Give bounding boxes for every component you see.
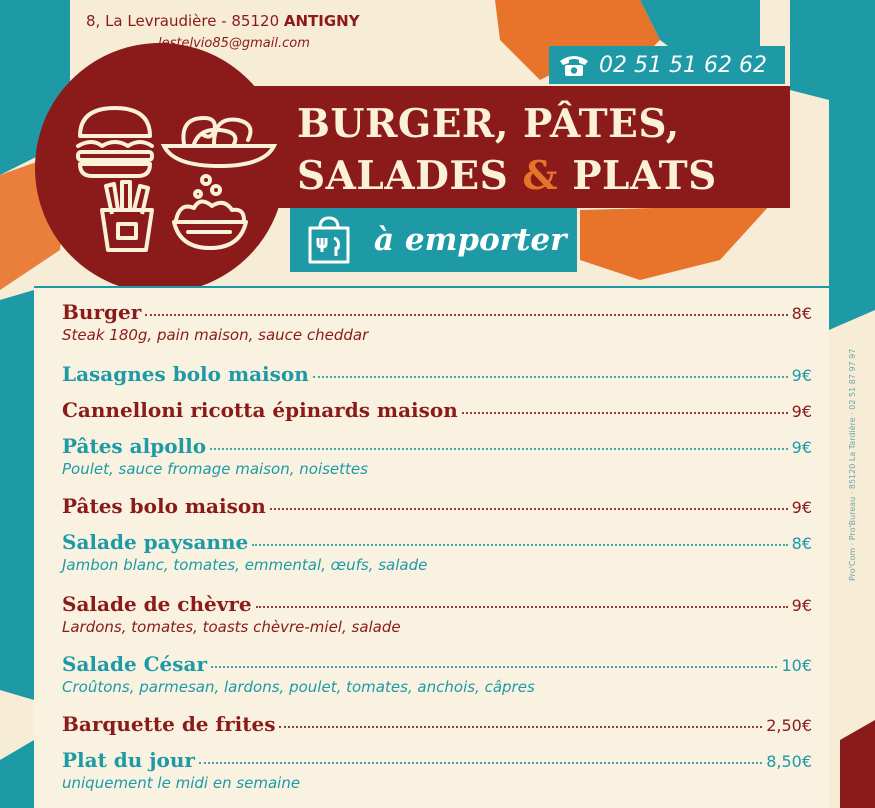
menu-item-price: 8€ (791, 534, 812, 553)
menu-item (62, 398, 812, 422)
menu-item (62, 712, 812, 736)
menu-item (62, 530, 812, 574)
title-salades: SALADES (297, 153, 523, 199)
menu-item-row (62, 362, 812, 386)
menu-item-description: Steak 180g, pain maison, sauce cheddar (62, 326, 369, 344)
menu-item (62, 652, 812, 696)
takeaway-bag-icon (306, 216, 352, 264)
menu-item-row (62, 748, 812, 772)
phone-label: 02 51 51 62 62 (599, 52, 767, 78)
menu-item-price: 9€ (791, 498, 812, 517)
menu-item-row (62, 434, 812, 458)
menu-item-row (62, 652, 812, 676)
dot-leader (199, 762, 762, 764)
menu-item-row (62, 592, 812, 616)
menu-item-row (62, 300, 812, 324)
menu-item-name: Pâtes alpollo (62, 434, 207, 458)
menu-item (62, 362, 812, 386)
menu-item-price: 9€ (791, 402, 812, 421)
menu-item-name: Barquette de frites (62, 712, 276, 736)
dot-leader (252, 544, 787, 546)
burger-icon (72, 104, 158, 180)
dot-leader (256, 606, 788, 608)
menu-item-row (62, 712, 812, 736)
dot-leader (270, 508, 788, 510)
takeaway-label: à emporter (374, 222, 567, 258)
menu-item-name: Burger (62, 300, 142, 324)
menu-item-name: Salade de chèvre (62, 592, 252, 616)
menu-item-row (62, 494, 812, 518)
dot-leader (211, 666, 777, 668)
page-title (297, 98, 717, 202)
phone-icon (557, 52, 591, 78)
menu-item-name: Plat du jour (62, 748, 195, 772)
dot-leader (279, 726, 762, 728)
menu-item-name: Pâtes bolo maison (62, 494, 266, 518)
menu-item-description: Jambon blanc, tomates, emmental, œufs, salade (62, 556, 428, 574)
dot-leader (210, 448, 788, 450)
email[interactable]: lestelvio85@gmail.com (158, 36, 310, 51)
address-street: 8, La Levraudière - 85120 (86, 12, 284, 30)
salad-icon (170, 172, 250, 254)
menu-item-name: Salade paysanne (62, 530, 249, 554)
menu-item (62, 748, 812, 792)
menu-item-name: Cannelloni ricotta épinards maison (62, 398, 458, 422)
menu-item-row (62, 398, 812, 422)
menu-item-description: uniquement le midi en semaine (62, 774, 301, 792)
menu-item (62, 300, 812, 344)
menu-item-price: 2,50€ (766, 716, 812, 735)
dot-leader (313, 376, 788, 378)
printer-credit: Pro'Com · Pro'Bureau · 85120 La Tardière · 02 51 87 97 97 (848, 348, 857, 582)
menu-item-name: Salade César (62, 652, 208, 676)
title-ampersand: & (522, 153, 559, 199)
address-city: ANTIGNY (283, 12, 360, 30)
menu-item-price: 9€ (791, 366, 812, 385)
fries-icon (98, 180, 156, 254)
menu-item-name: Lasagnes bolo maison (62, 362, 309, 386)
menu-item (62, 434, 812, 478)
title-plats: PLATS (558, 153, 717, 199)
menu-item-price: 9€ (791, 438, 812, 457)
menu-item-price: 10€ (781, 656, 812, 675)
menu-item-price: 9€ (791, 596, 812, 615)
pasta-icon (160, 110, 278, 170)
menu-item-description: Lardons, tomates, toasts chèvre-miel, salade (62, 618, 401, 636)
takeaway-banner (290, 208, 577, 272)
title-line-2 (297, 150, 717, 202)
menu-item-description: Croûtons, parmesan, lardons, poulet, tomates, anchois, câpres (62, 678, 535, 696)
dot-leader (145, 314, 787, 316)
title-line-1: BURGER, PÂTES, (297, 101, 680, 147)
dot-leader (462, 412, 788, 414)
menu-item-price: 8,50€ (766, 752, 812, 771)
menu-item-description: Poulet, sauce fromage maison, noisettes (62, 460, 368, 478)
menu-item (62, 592, 812, 636)
menu-item-row (62, 530, 812, 554)
address (86, 12, 360, 30)
menu-item (62, 494, 812, 518)
phone-number[interactable] (549, 46, 785, 84)
menu-item-price: 8€ (791, 304, 812, 323)
